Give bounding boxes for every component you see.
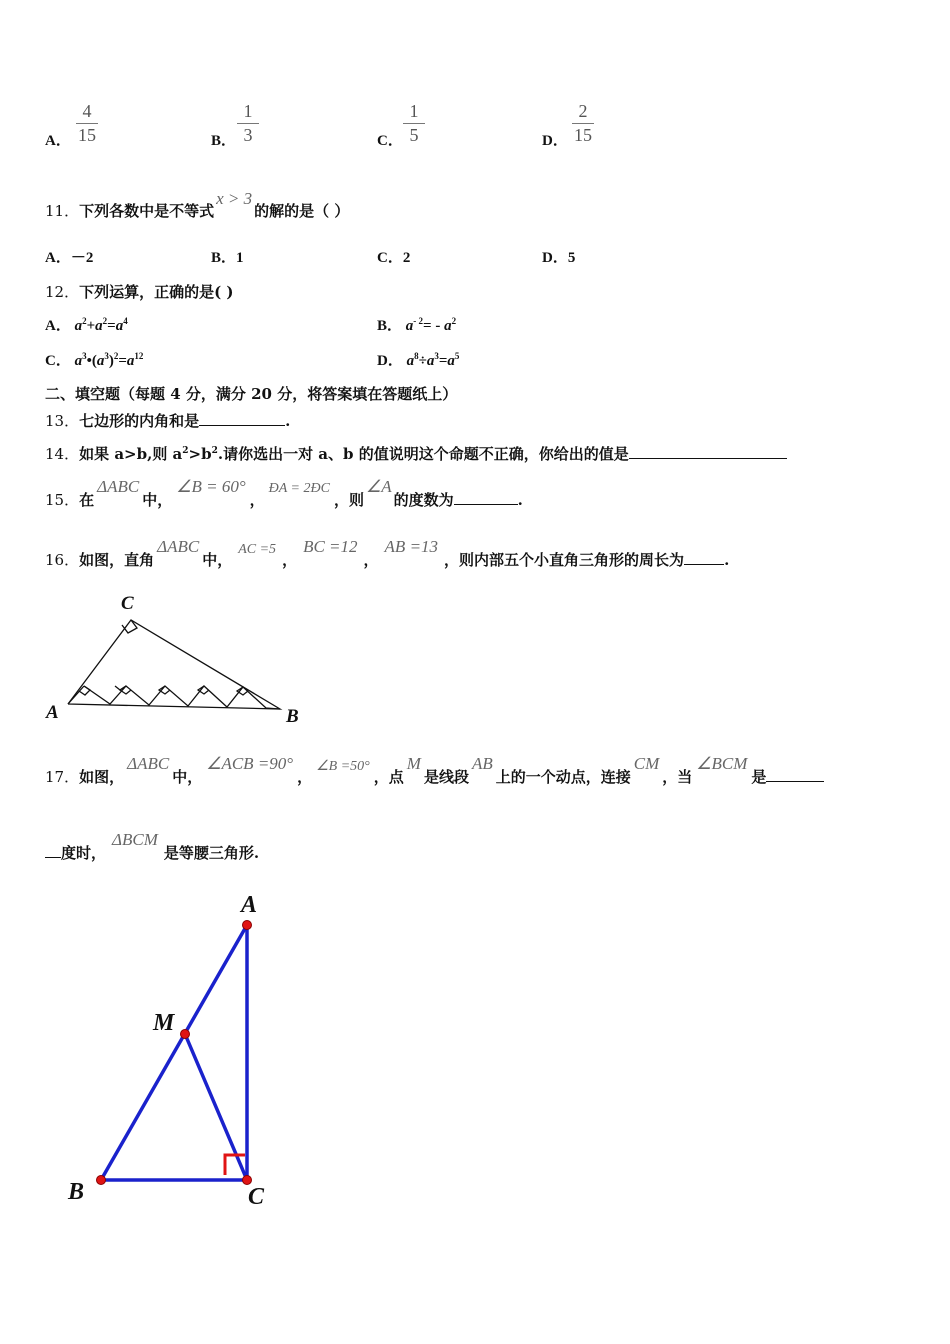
- var-a: a: [444, 318, 452, 334]
- q15-math-angle-b: ∠B = 60°: [176, 477, 246, 496]
- q14-part1: 如果 a>b,则 a: [79, 445, 183, 463]
- q11-number: 11．: [45, 202, 80, 220]
- q14-part3: .请你选出一对 a、b 的值说明这个命题不正确，你给出的值是: [217, 445, 629, 463]
- q15-text-4: ，则: [333, 491, 364, 509]
- q10-option-c-fraction: [403, 102, 425, 145]
- q16-text-4: ，: [363, 551, 379, 569]
- answer-blank-continued[interactable]: [45, 843, 61, 858]
- letter: C．: [45, 353, 71, 369]
- q11-option-b: B．1: [211, 250, 244, 266]
- q17-question-line-1: [45, 754, 824, 787]
- q15-number: 15．: [45, 491, 80, 509]
- q10-option-b-letter: B．: [211, 133, 237, 149]
- op: =: [118, 353, 127, 369]
- exp: 3: [104, 351, 109, 361]
- q17-number: 17．: [45, 768, 80, 786]
- exp: 12: [134, 351, 144, 361]
- q17-text-8: 是: [751, 768, 767, 786]
- exp: 8: [414, 351, 419, 361]
- label-a: A: [46, 702, 59, 723]
- denominator: 15: [78, 125, 96, 145]
- label-b: B: [68, 1179, 85, 1205]
- q17-text-7: ，当: [662, 768, 693, 786]
- q17-text-5: 是线段: [423, 768, 469, 786]
- op: +: [86, 318, 96, 334]
- exp: 2: [113, 351, 119, 361]
- q15-question: [45, 477, 523, 510]
- q14-question: [45, 443, 787, 464]
- q15-text-3: ，: [249, 491, 265, 509]
- exp: 2: [451, 316, 457, 326]
- q10-option-c-letter: C．: [377, 133, 403, 149]
- q17-triangle-figure: [60, 885, 290, 1225]
- exp: 2: [82, 316, 87, 326]
- point-b: [97, 1176, 106, 1185]
- letter: D．: [377, 353, 403, 369]
- q14-number: 14．: [45, 445, 80, 463]
- q17-math-angle-bcm: ∠BCM: [696, 754, 748, 773]
- point-a: [243, 921, 252, 930]
- q15-math-angle-a: ∠A: [365, 477, 392, 496]
- q17-text-3: ，: [297, 768, 313, 786]
- answer-blank[interactable]: [454, 490, 518, 505]
- var-a: a: [406, 353, 415, 369]
- q16-text-2: 中，: [202, 551, 233, 569]
- q16-math-triangle: ΔABC: [157, 537, 200, 556]
- q11-option-d: D．5: [542, 250, 576, 266]
- q13-question: [45, 410, 290, 431]
- exp: - 2: [413, 316, 424, 326]
- letter: A．: [45, 318, 71, 334]
- label-b: B: [286, 706, 299, 727]
- q13-number: 13．: [45, 412, 80, 430]
- section-2-title: 二、填空题（每题 4 分，满分 20 分，将答案填在答题纸上）: [45, 385, 458, 403]
- segment-cm: [185, 1034, 247, 1180]
- var-a: a: [74, 318, 83, 334]
- var-a: a: [74, 353, 83, 369]
- q17-math-triangle: ΔABC: [127, 754, 170, 773]
- q16-text-3: ，: [282, 551, 298, 569]
- q16-triangle-figure: [40, 588, 320, 728]
- numerator: 1: [243, 101, 253, 121]
- q14-sup2: 2: [211, 446, 218, 456]
- q15-math-angle-relation: ÐA = 2ÐC: [268, 481, 330, 496]
- label-c: C: [248, 1184, 265, 1210]
- q16-math-ab: AB =13: [384, 537, 439, 556]
- label-c: C: [121, 593, 134, 614]
- q10-option-d-fraction: [572, 102, 594, 145]
- q16-number: 16．: [45, 551, 80, 569]
- denominator: 3: [243, 125, 253, 145]
- op: ÷: [418, 353, 427, 369]
- letter: B．: [377, 318, 403, 334]
- q17-text-10: 是等腰三角形.: [163, 844, 260, 862]
- q12-number: 12．: [45, 283, 80, 301]
- q17-math-triangle-bcm: ΔBCM: [112, 830, 158, 849]
- q11-option-c: C．2: [377, 250, 411, 266]
- inner-line: [68, 686, 84, 704]
- q11-suffix: 的解的是（ ）: [254, 202, 350, 220]
- q10-option-b-fraction: [237, 102, 259, 145]
- op: •(: [86, 353, 97, 369]
- q16-text-5: ，则内部五个小直角三角形的周长为: [444, 551, 685, 569]
- label-a: A: [241, 892, 258, 918]
- q13-end: .: [285, 412, 291, 430]
- q12-option-a: [45, 314, 128, 335]
- q12-option-c: [45, 349, 143, 370]
- q16-question: [45, 537, 730, 570]
- q17-math-cm: CM: [633, 754, 660, 773]
- q11-option-a: A．－2: [45, 250, 94, 266]
- q10-option-a-letter: A．: [45, 133, 71, 149]
- exp: 5: [454, 351, 460, 361]
- var-a: a: [126, 353, 135, 369]
- q11-question: [45, 189, 350, 221]
- q16-end: .: [724, 551, 730, 569]
- exp: 4: [123, 316, 128, 326]
- q10-option-d-letter: D．: [542, 133, 568, 149]
- q15-text-5: 的度数为: [393, 491, 454, 509]
- q17-text-6: 上的一个动点，连接: [495, 768, 631, 786]
- q16-text-1: 如图，直角: [79, 551, 155, 569]
- answer-blank[interactable]: [766, 767, 824, 782]
- numerator: 1: [409, 101, 419, 121]
- op: =: [438, 353, 448, 369]
- numerator: 2: [578, 101, 588, 121]
- label-m: M: [153, 1010, 175, 1036]
- q15-text-2: 中，: [142, 491, 173, 509]
- q12-question: [45, 281, 234, 302]
- q11-math: x > 3: [216, 189, 253, 208]
- q17-text-2: 中，: [172, 768, 203, 786]
- exp: 3: [82, 351, 87, 361]
- point-m: [181, 1030, 190, 1039]
- q12-option-d: [377, 349, 459, 370]
- q17-math-m: M: [406, 754, 421, 773]
- q17-text-1: 如图，: [79, 768, 125, 786]
- q13-text: 七边形的内角和是: [79, 412, 200, 430]
- answer-blank[interactable]: [199, 411, 285, 426]
- q17-math-angle-b: ∠B =50°: [316, 759, 370, 774]
- q10-option-a-fraction: [76, 102, 98, 145]
- q17-text-4: ，点: [373, 768, 404, 786]
- q15-math-triangle: ΔABC: [97, 477, 140, 496]
- var-a: a: [447, 353, 455, 369]
- answer-blank[interactable]: [684, 550, 724, 565]
- op: =: [107, 318, 116, 334]
- triangle-abc-outline: [68, 620, 280, 709]
- exp: 3: [434, 351, 439, 361]
- q16-math-ac: AC =5: [238, 542, 277, 557]
- q14-sup1: 2: [182, 446, 189, 456]
- var-a: a: [96, 353, 105, 369]
- q17-question-line-2: [45, 830, 260, 863]
- exp: 2: [102, 316, 108, 326]
- q11-prefix: 下列各数中是不等式: [79, 202, 215, 220]
- q12-option-b: [377, 314, 456, 335]
- q17-math-angle-acb: ∠ACB =90°: [206, 754, 294, 773]
- q15-end: .: [517, 491, 523, 509]
- var-a: a: [426, 353, 435, 369]
- var-a: a: [95, 318, 103, 334]
- q15-text-1: 在: [79, 491, 95, 509]
- q12-text: 下列运算，正确的是( ): [79, 283, 234, 301]
- denominator: 15: [574, 125, 592, 145]
- q14-part2: >b: [188, 445, 212, 463]
- var-a: a: [115, 318, 124, 334]
- segment-ab: [101, 925, 247, 1180]
- q17-text-9: 度时，: [61, 844, 107, 862]
- denominator: 5: [409, 125, 419, 145]
- q17-math-ab: AB: [471, 754, 493, 773]
- numerator: 4: [82, 101, 92, 121]
- var-a: a: [405, 318, 414, 334]
- op: = -: [423, 318, 445, 334]
- q16-math-bc: BC =12: [303, 537, 358, 556]
- answer-blank[interactable]: [629, 444, 787, 459]
- op: ): [108, 353, 114, 369]
